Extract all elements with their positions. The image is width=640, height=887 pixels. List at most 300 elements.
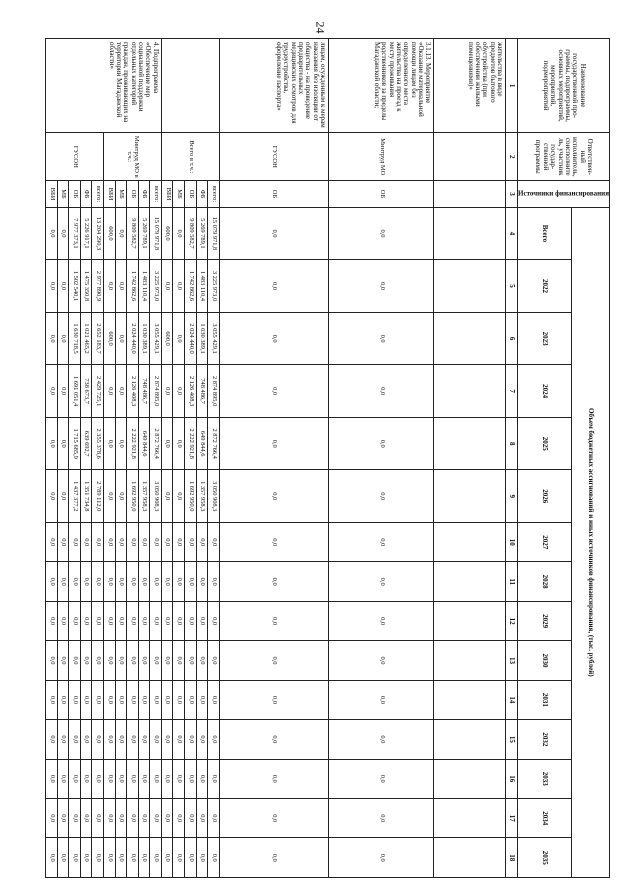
value-cell: 0,0 [173, 470, 185, 523]
value-cell: 0,0 [219, 523, 328, 562]
value-cell: 5 226 917,1 [80, 207, 92, 260]
header-column-number: 7 [506, 365, 518, 418]
value-cell: 0,0 [329, 798, 434, 837]
value-cell: 0,0 [150, 759, 162, 798]
value-cell: 0,0 [127, 759, 139, 798]
value-cell: 1 021 465,2 [80, 312, 92, 365]
value-cell: 1 357 958,3 [138, 470, 150, 523]
value-cell: 0,0 [184, 720, 196, 759]
value-cell: 0,0 [46, 720, 58, 759]
value-cell: 1 630 718,5 [69, 312, 81, 365]
value-cell: 0,0 [161, 417, 173, 470]
value-cell: 0,0 [46, 562, 58, 601]
value-cell: 0,0 [80, 523, 92, 562]
value-cell: 0,0 [150, 601, 162, 640]
value-cell: 0,0 [208, 523, 220, 562]
source-cell: ОБ [127, 181, 139, 207]
value-cell: 0,0 [208, 798, 220, 837]
header-column-number: 11 [506, 562, 518, 601]
value-cell: 2 126 408,3 [127, 365, 139, 418]
value-cell: 0,0 [138, 523, 150, 562]
value-cell: 0,0 [161, 720, 173, 759]
value-cell: 0,0 [173, 312, 185, 365]
value-cell: 15 079 971,8 [150, 207, 162, 260]
value-cell: 0,0 [57, 680, 69, 719]
value-cell [434, 365, 506, 418]
table-row [150, 39, 162, 878]
value-cell: 0,0 [173, 562, 185, 601]
header-column-number: 2 [506, 133, 518, 181]
source-cell: ВБИ [161, 181, 173, 207]
value-cell: 0,0 [173, 601, 185, 640]
value-cell: 0,0 [173, 417, 185, 470]
value-cell: 1 357 958,3 [196, 470, 208, 523]
value-cell: 2 652 183,7 [92, 312, 104, 365]
subprogram-name: 4. Подпрограмма «Обеспечение мер социальной поддержки отдельных категорий граждан, проживающих на территории Магаданской области» [46, 39, 162, 133]
value-cell: 0,0 [173, 759, 185, 798]
value-cell: 0,0 [173, 680, 185, 719]
value-cell: 2 024 440,0 [127, 312, 139, 365]
value-cell: 0,0 [219, 798, 328, 837]
value-cell: 0,0 [127, 680, 139, 719]
value-cell: 0,0 [150, 562, 162, 601]
value-cell: 0,0 [46, 641, 58, 680]
value-cell: 1 742 862,6 [184, 260, 196, 313]
value-cell [434, 470, 506, 523]
value-cell: 0,0 [103, 759, 115, 798]
value-cell: 0,0 [92, 838, 104, 878]
value-cell: 0,0 [103, 260, 115, 313]
value-cell: 748 486,7 [138, 365, 150, 418]
header-year: 2031 [518, 680, 572, 719]
value-cell: 0,0 [184, 562, 196, 601]
value-cell: 0,0 [80, 798, 92, 837]
value-cell: 1 502 540,1 [69, 260, 81, 313]
value-cell: 0,0 [219, 260, 328, 313]
value-cell: 639 692,7 [80, 417, 92, 470]
value-cell: 0,0 [103, 470, 115, 523]
value-cell: 1 692 950,0 [184, 470, 196, 523]
value-cell: 0,0 [173, 365, 185, 418]
value-cell: 0,0 [161, 260, 173, 313]
value-cell: 0,0 [57, 523, 69, 562]
header-executor: Ответствен-ный исполнитель, соисполните ль, участник государ-ственной программы [518, 133, 610, 181]
value-cell: 0,0 [329, 680, 434, 719]
value-cell: 0,0 [115, 562, 127, 601]
value-cell: 0,0 [127, 523, 139, 562]
value-cell: 0,0 [46, 312, 58, 365]
value-cell: 2 789 112,0 [92, 470, 104, 523]
value-cell: 0,0 [80, 601, 92, 640]
value-cell: 2 024 440,0 [184, 312, 196, 365]
value-cell: 0,0 [80, 641, 92, 680]
header-column-number: 6 [506, 312, 518, 365]
value-cell: 2 874 895,0 [150, 365, 162, 418]
value-cell: 0,0 [80, 562, 92, 601]
value-cell: 0,0 [196, 680, 208, 719]
value-cell: 0,0 [127, 838, 139, 878]
header-column-number: 13 [506, 641, 518, 680]
value-cell: 0,0 [46, 417, 58, 470]
value-cell: 0,0 [92, 720, 104, 759]
value-cell: 0,0 [161, 641, 173, 680]
value-cell: 0,0 [138, 601, 150, 640]
value-cell: 1 483 110,4 [138, 260, 150, 313]
value-cell: 1 692 950,0 [127, 470, 139, 523]
value-cell: 0,0 [103, 798, 115, 837]
value-cell: 1 715 685,9 [69, 417, 81, 470]
source-cell: ФБ [138, 181, 150, 207]
header-column-number: 8 [506, 417, 518, 470]
source-cell: ФБ [80, 181, 92, 207]
header-year: 2025 [518, 417, 572, 470]
source-cell: МБ [57, 181, 69, 207]
value-cell: 0,0 [115, 601, 127, 640]
value-cell: 0,0 [329, 562, 434, 601]
source-cell: всего: [208, 181, 220, 207]
value-cell: 2 872 766,4 [150, 417, 162, 470]
executor-cell: ГУСОН [219, 133, 328, 181]
value-cell: 0,0 [46, 365, 58, 418]
value-cell: 0,0 [161, 601, 173, 640]
header-column-number: 15 [506, 720, 518, 759]
value-cell: 0,0 [127, 562, 139, 601]
value-cell: 0,0 [57, 417, 69, 470]
value-cell: 0,0 [115, 798, 127, 837]
value-cell [434, 417, 506, 470]
value-cell: 0,0 [103, 641, 115, 680]
value-cell: 0,0 [219, 680, 328, 719]
header-column-number: 10 [506, 523, 518, 562]
value-cell: 1 483 110,4 [196, 260, 208, 313]
value-cell: 0,0 [150, 720, 162, 759]
value-cell: 0,0 [69, 798, 81, 837]
value-cell: 0,0 [138, 720, 150, 759]
value-cell [434, 523, 506, 562]
header-year: 2023 [518, 312, 572, 365]
value-cell: 0,0 [115, 838, 127, 878]
value-cell [434, 798, 506, 837]
value-cell: 0,0 [103, 838, 115, 878]
value-cell: 0,0 [184, 680, 196, 719]
header-column-number: 18 [506, 838, 518, 878]
value-cell: 0,0 [103, 601, 115, 640]
value-cell: 600,0 [161, 312, 173, 365]
value-cell: 0,0 [329, 312, 434, 365]
value-cell: 0,0 [92, 641, 104, 680]
value-cell: 3 050 908,3 [208, 470, 220, 523]
header-year: 2024 [518, 365, 572, 418]
value-cell: 0,0 [329, 838, 434, 878]
value-cell: 0,0 [208, 720, 220, 759]
value-cell: 0,0 [196, 562, 208, 601]
value-cell: 0,0 [173, 207, 185, 260]
activity-name: жительства в виде предметов бытового обустройства (при обеспечении жилыми помещениями)» [434, 39, 506, 133]
value-cell: 5 269 789,1 [196, 207, 208, 260]
value-cell: 0,0 [103, 562, 115, 601]
value-cell: 0,0 [92, 562, 104, 601]
value-cell: 1 475 350,8 [80, 260, 92, 313]
value-cell: 1 437 377,2 [69, 470, 81, 523]
value-cell: 3 055 429,1 [150, 312, 162, 365]
value-cell: 0,0 [161, 365, 173, 418]
header-year: 2027 [518, 523, 572, 562]
value-cell: 0,0 [208, 641, 220, 680]
header-column-number: 12 [506, 601, 518, 640]
value-cell: 7 977 373,1 [69, 207, 81, 260]
value-cell: 0,0 [115, 207, 127, 260]
value-cell: 0,0 [80, 759, 92, 798]
source-cell: всего: [150, 181, 162, 207]
value-cell: 0,0 [196, 798, 208, 837]
header-year: 2030 [518, 641, 572, 680]
value-cell: 0,0 [69, 759, 81, 798]
value-cell: 0,0 [184, 601, 196, 640]
value-cell: 0,0 [57, 312, 69, 365]
value-cell: 1 742 862,6 [127, 260, 139, 313]
value-cell: 0,0 [46, 798, 58, 837]
funding-table [45, 38, 610, 878]
value-cell [434, 601, 506, 640]
value-cell: 1 030 389,1 [138, 312, 150, 365]
value-cell: 2 977 890,9 [92, 260, 104, 313]
value-cell: 0,0 [69, 523, 81, 562]
value-cell: 0,0 [329, 759, 434, 798]
value-cell: 0,0 [92, 680, 104, 719]
executor-cell: Всего в т.ч.: [161, 133, 219, 181]
value-cell: 0,0 [173, 260, 185, 313]
value-cell: 0,0 [184, 641, 196, 680]
value-cell: 0,0 [173, 641, 185, 680]
value-cell: 0,0 [219, 562, 328, 601]
value-cell: 0,0 [150, 838, 162, 878]
value-cell: 0,0 [196, 759, 208, 798]
value-cell: 0,0 [161, 523, 173, 562]
value-cell: 3 225 973,0 [208, 260, 220, 313]
value-cell: 0,0 [150, 680, 162, 719]
value-cell: 0,0 [184, 838, 196, 878]
value-cell: 0,0 [46, 601, 58, 640]
value-cell: 0,0 [127, 601, 139, 640]
value-cell: 0,0 [69, 562, 81, 601]
value-cell: 0,0 [150, 798, 162, 837]
value-cell: 748 486,7 [196, 365, 208, 418]
value-cell: 0,0 [115, 260, 127, 313]
value-cell: 0,0 [57, 838, 69, 878]
value-cell: 0,0 [46, 260, 58, 313]
value-cell: 0,0 [219, 720, 328, 759]
header-year: 2035 [518, 838, 572, 878]
value-cell: 0,0 [329, 365, 434, 418]
executor-cell: Минтруд МО [329, 133, 434, 181]
value-cell: 0,0 [115, 759, 127, 798]
value-cell: 0,0 [184, 523, 196, 562]
value-cell: 2 874 895,0 [208, 365, 220, 418]
value-cell: 0,0 [161, 759, 173, 798]
header-year: 2034 [518, 798, 572, 837]
header-name: Наименование государственной про-граммы, подпрограммы, основных мероприятий, мероприятий, подмероприятий [518, 39, 610, 133]
source-cell: МБ [173, 181, 185, 207]
value-cell: 0,0 [69, 838, 81, 878]
value-cell [434, 260, 506, 313]
header-column-number: 17 [506, 798, 518, 837]
value-cell: 2 429 725,1 [92, 365, 104, 418]
source-cell: ОБ [184, 181, 196, 207]
value-cell: 0,0 [208, 562, 220, 601]
value-cell: 0,0 [196, 838, 208, 878]
value-cell [434, 759, 506, 798]
value-cell: 0,0 [329, 601, 434, 640]
value-cell: 0,0 [138, 641, 150, 680]
value-cell: 1 030 389,1 [196, 312, 208, 365]
table-row [434, 39, 506, 878]
value-cell: 0,0 [173, 838, 185, 878]
value-cell [434, 312, 506, 365]
value-cell: 0,0 [208, 838, 220, 878]
page-number: 24 [313, 21, 328, 34]
value-cell: 0,0 [196, 523, 208, 562]
value-cell: 0,0 [103, 680, 115, 719]
executor-cell: ГУСОН [46, 133, 104, 181]
header-source: Источники финансирования [518, 181, 610, 207]
value-cell: 0,0 [115, 523, 127, 562]
value-cell: 3 055 429,1 [208, 312, 220, 365]
header-year: 2022 [518, 260, 572, 313]
value-cell: 0,0 [57, 260, 69, 313]
value-cell: 0,0 [57, 601, 69, 640]
value-cell [434, 207, 506, 260]
value-cell: 0,0 [57, 641, 69, 680]
value-cell: 0,0 [173, 523, 185, 562]
value-cell: 0,0 [184, 798, 196, 837]
value-cell: 0,0 [173, 798, 185, 837]
value-cell: 0,0 [127, 720, 139, 759]
header-column-number: 14 [506, 680, 518, 719]
value-cell: 0,0 [196, 601, 208, 640]
value-cell: 0,0 [138, 562, 150, 601]
value-cell: 0,0 [69, 680, 81, 719]
value-cell: 0,0 [57, 365, 69, 418]
value-cell: 0,0 [219, 207, 328, 260]
value-cell: 15 079 971,8 [208, 207, 220, 260]
value-cell [434, 838, 506, 878]
value-cell: 649 844,6 [196, 417, 208, 470]
value-cell: 0,0 [103, 523, 115, 562]
value-cell: 0,0 [69, 641, 81, 680]
value-cell [434, 720, 506, 759]
executor-cell: Минтруд МО в т.ч.: [103, 133, 161, 181]
table-header [506, 39, 610, 878]
value-cell: 0,0 [92, 601, 104, 640]
value-cell: 0,0 [115, 417, 127, 470]
value-cell: 0,0 [219, 417, 328, 470]
value-cell: 0,0 [127, 798, 139, 837]
header-column-number: 1 [506, 39, 518, 133]
value-cell: 0,0 [92, 798, 104, 837]
source-cell: ВБИ [46, 181, 58, 207]
header-year: 2028 [518, 562, 572, 601]
value-cell: 0,0 [329, 260, 434, 313]
value-cell: 0,0 [57, 470, 69, 523]
value-cell: 9 809 582,7 [184, 207, 196, 260]
value-cell: 0,0 [115, 680, 127, 719]
value-cell: 2 222 921,8 [184, 417, 196, 470]
value-cell: 0,0 [46, 207, 58, 260]
value-cell: 0,0 [103, 365, 115, 418]
value-cell: 0,0 [115, 720, 127, 759]
value-cell: 0,0 [57, 798, 69, 837]
source-cell: ВБИ [103, 181, 115, 207]
value-cell: 2 222 921,8 [127, 417, 139, 470]
source-cell: ОБ [69, 181, 81, 207]
value-cell: 0,0 [46, 759, 58, 798]
value-cell: 0,0 [219, 312, 328, 365]
value-cell: 0,0 [219, 838, 328, 878]
value-cell: 0,0 [46, 523, 58, 562]
value-cell: 0,0 [208, 601, 220, 640]
table-row [92, 39, 104, 878]
header-column-number: 4 [506, 207, 518, 260]
header-column-number: 16 [506, 759, 518, 798]
value-cell: 0,0 [196, 641, 208, 680]
value-cell: 2 355 378,6 [92, 417, 104, 470]
header-column-number: 9 [506, 470, 518, 523]
header-column-number: 3 [506, 181, 518, 207]
value-cell: 0,0 [103, 720, 115, 759]
value-cell: 1 691 051,4 [69, 365, 81, 418]
value-cell: 0,0 [138, 680, 150, 719]
value-cell: 0,0 [208, 680, 220, 719]
value-cell: 0,0 [46, 838, 58, 878]
value-cell: 0,0 [138, 759, 150, 798]
activity-name: 3.1.13. Мероприятие «Оказание материальной помощи лицам без определенного места жительства на проезд к месту проживания родственников за пределы Магаданской области; [329, 39, 434, 133]
header-year: 2026 [518, 470, 572, 523]
value-cell: 0,0 [115, 312, 127, 365]
value-cell: 0,0 [69, 601, 81, 640]
value-cell: 0,0 [219, 641, 328, 680]
table-row [329, 39, 434, 878]
value-cell: 0,0 [92, 523, 104, 562]
header-total: Всего [518, 207, 572, 260]
source-cell: МБ [115, 181, 127, 207]
value-cell: 5 269 789,1 [138, 207, 150, 260]
value-cell: 0,0 [219, 365, 328, 418]
value-cell: 0,0 [329, 417, 434, 470]
value-cell: 0,0 [329, 523, 434, 562]
value-cell: 0,0 [329, 207, 434, 260]
value-cell: 0,0 [115, 641, 127, 680]
value-cell [434, 641, 506, 680]
value-cell: 0,0 [57, 207, 69, 260]
table-row [208, 39, 220, 878]
value-cell: 2 126 408,3 [184, 365, 196, 418]
value-cell: 0,0 [150, 523, 162, 562]
value-cell: 0,0 [173, 720, 185, 759]
value-cell: 0,0 [57, 759, 69, 798]
source-cell: всего: [92, 181, 104, 207]
value-cell: 0,0 [329, 720, 434, 759]
value-cell: 0,0 [329, 470, 434, 523]
value-cell: 0,0 [161, 838, 173, 878]
value-cell: 600,0 [103, 312, 115, 365]
source-cell: ОБ [329, 181, 434, 207]
header-year: 2032 [518, 720, 572, 759]
source-cell: ФБ [196, 181, 208, 207]
value-cell: 738 673,7 [80, 365, 92, 418]
value-cell: 0,0 [46, 680, 58, 719]
executor-cell [434, 133, 506, 181]
value-cell: 0,0 [161, 470, 173, 523]
